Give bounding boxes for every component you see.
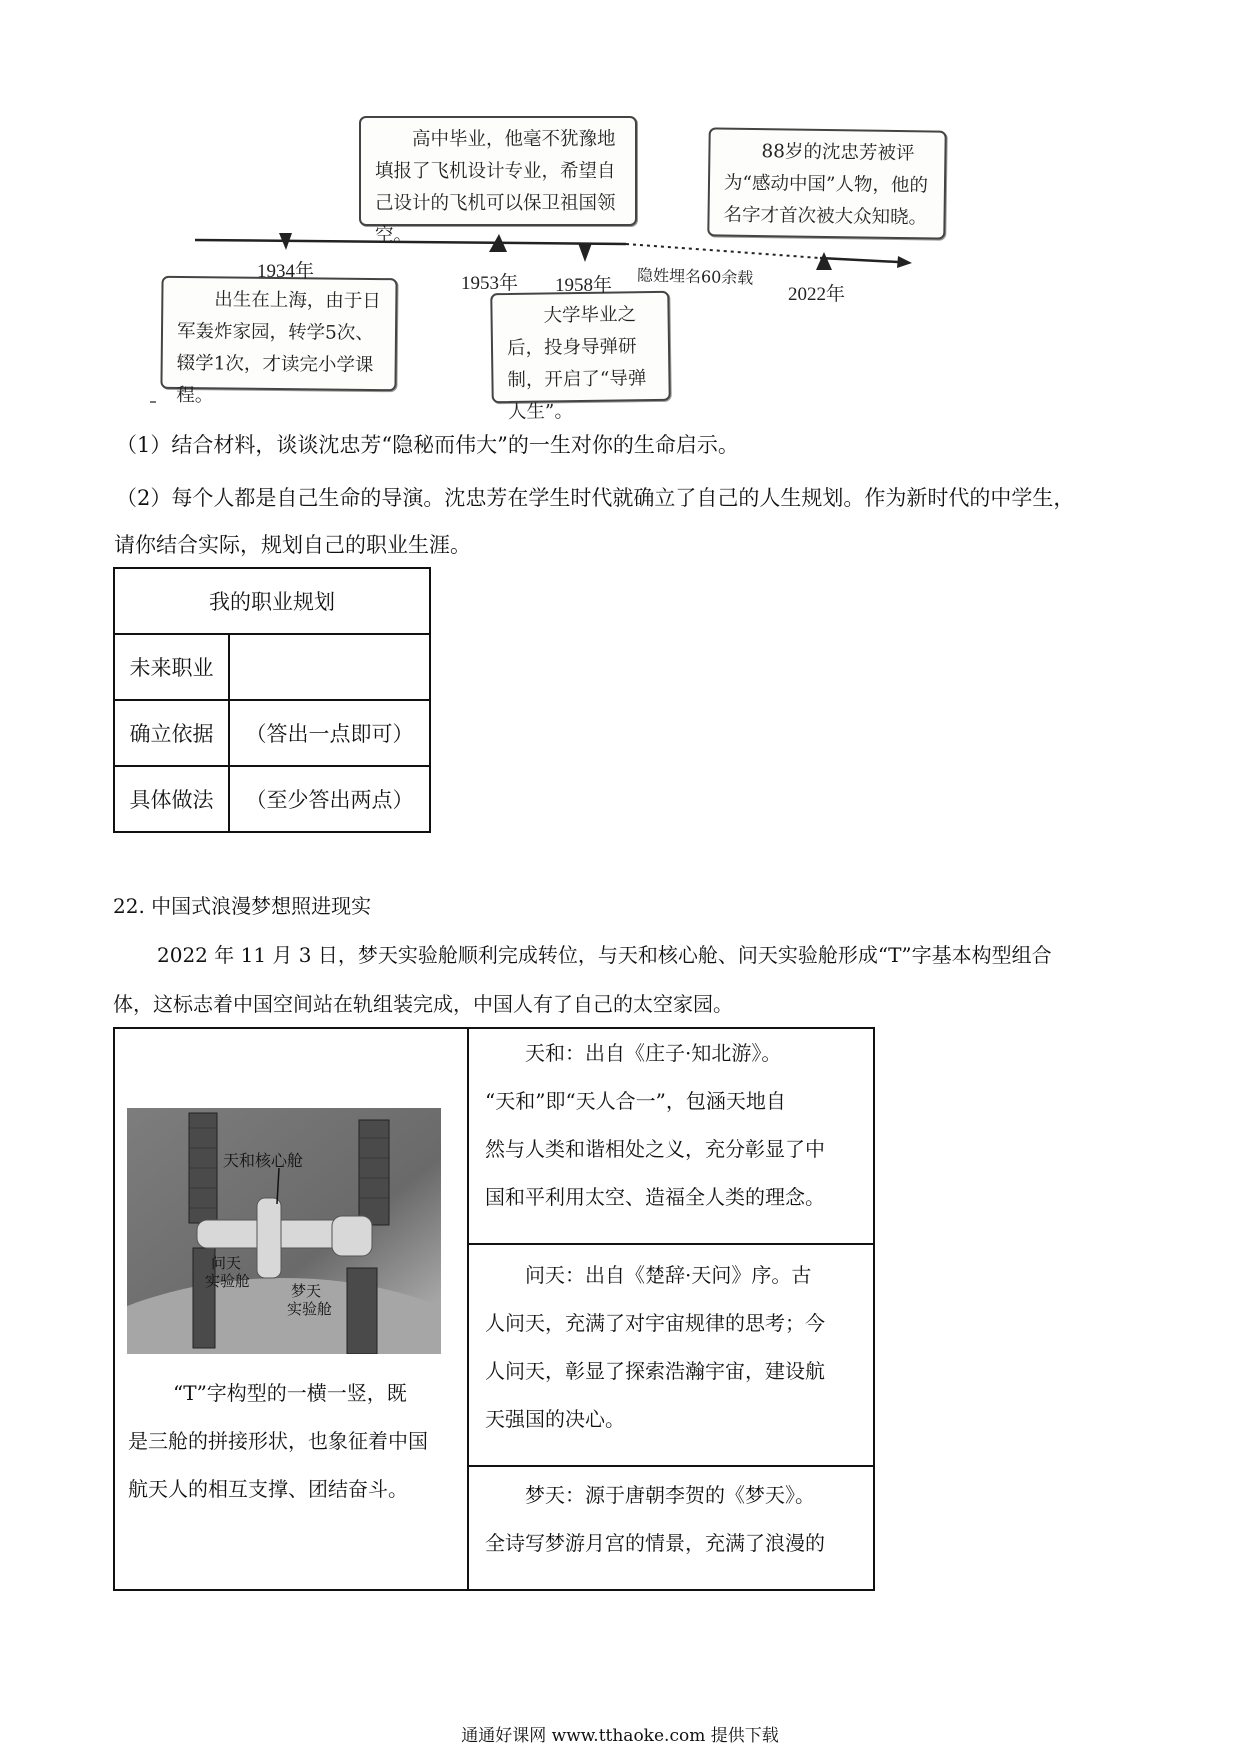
question-22-paragraph-line-2: 体，这标志着中国空间站在轨组装完成，中国人有了自己的太空家园。: [113, 992, 733, 1016]
future-career-value: [229, 634, 430, 700]
wentian-cell: [468, 1244, 874, 1466]
question-22-paragraph-line-1: 2022 年 11 月 3 日，梦天实验舱顺利完成转位，与天和核心舱、问天实验舱形成“T”字基本构型组合: [157, 943, 1052, 967]
photo-label-mengtian-2: 实验舱: [287, 1300, 333, 1318]
caption-line-1: “T”字构型的一横一竖，既: [173, 1381, 407, 1405]
photo-label-mengtian-1: 梦天: [291, 1282, 322, 1300]
basis-hint: （答出一点即可）: [229, 700, 430, 766]
timeline-arrowhead: [897, 256, 912, 268]
caption-line-3: 航天人的相互支撑、团结奋斗。: [128, 1477, 408, 1501]
hidden-identity-label: 隐姓埋名60余载: [636, 265, 754, 288]
method-label: 具体做法: [114, 766, 229, 832]
year-1934: 1934年: [257, 261, 315, 282]
timeline-dashed-segment: [626, 244, 820, 258]
timeline-box-2022-text: 88岁的沈忠芳被评为“感动中国”人物，他的名字才首次被大众知晓。: [723, 141, 929, 229]
footer-source: 通通好课网 www.tthaoke.com 提供下载: [461, 1726, 779, 1746]
tianhe-line-2: “天和”即“天人合一”，包涵天地自: [485, 1089, 786, 1113]
year-1953: 1953年: [461, 273, 519, 294]
caption-line-2: 是三舱的拼接形状，也象征着中国: [128, 1429, 428, 1453]
timeline-box-2022: [707, 127, 946, 239]
question-22-title: 22. 中国式浪漫梦想照进现实: [113, 894, 372, 918]
space-station-table: [113, 1027, 875, 1591]
space-station-illustration: [127, 1108, 441, 1354]
year-1958: 1958年: [555, 275, 613, 296]
method-hint: （至少答出两点）: [229, 766, 430, 832]
year-2022: 2022年: [788, 284, 846, 305]
wentian-line-2: 人问天，充满了对宇宙规律的思考；今: [485, 1311, 825, 1335]
mengtian-line-2: 全诗写梦游月宫的情景，充满了浪漫的: [485, 1531, 825, 1555]
basis-label: 确立依据: [114, 700, 229, 766]
photo-label-wentian-1: 问天: [211, 1254, 242, 1272]
space-station-photo: [127, 1108, 441, 1354]
question-1: （1）结合材料，谈谈沈忠芳“隐秘而伟大”的一生对你的生命启示。: [116, 433, 739, 457]
timeline-arrow-shaft: [820, 258, 898, 262]
timeline-box-1958-text: 大学毕业之后，投身导弹研制，开启了“导弹人生”。: [506, 304, 647, 424]
future-career-label: 未来职业: [114, 634, 229, 700]
timeline-box-1953-text: 高中毕业，他毫不犹豫地填报了飞机设计专业，希望自己设计的飞机可以保卫祖国领空。: [375, 129, 616, 246]
mengtian-line-1: 梦天：源于唐朝李贺的《梦天》。: [525, 1483, 815, 1507]
wentian-line-1: 问天：出自《楚辞·天问》序。古: [525, 1263, 812, 1287]
timeline-box-1953: [359, 116, 637, 246]
timeline-box-1934-text: 出生在上海，由于日军轰炸家园，转学5次、辍学1次，才读完小学课程。: [176, 289, 381, 407]
career-plan-table: [113, 567, 431, 833]
tianhe-line-4: 国和平利用太空、造福全人类的理念。: [485, 1185, 825, 1209]
tianhe-line-1: 天和：出自《庄子·知北游》。: [525, 1041, 782, 1065]
question-2-line-2: 请你结合实际，规划自己的职业生涯。: [114, 533, 471, 557]
wentian-line-3: 人问天，彰显了探索浩瀚宇宙，建设航: [485, 1359, 825, 1383]
wentian-line-4: 天强国的决心。: [485, 1407, 625, 1431]
photo-label-wentian-2: 实验舱: [205, 1272, 251, 1290]
left-cell: [114, 1028, 468, 1590]
marker-2022: [816, 252, 832, 270]
career-plan-header: 我的职业规划: [114, 568, 430, 634]
timeline-box-1934: [160, 276, 397, 407]
mengtian-cell: [468, 1466, 874, 1590]
t-shape-caption: [128, 1369, 463, 1513]
photo-label-tianhe: 天和核心舱: [223, 1151, 304, 1170]
timeline-box-1958: [490, 291, 671, 424]
question-2-line-1: （2）每个人都是自己生命的导演。沈忠芳在学生时代就确立了自己的人生规划。作为新时代的中学生，: [116, 486, 1075, 510]
tianhe-line-3: 然与人类和谐相处之义，充分彰显了中: [485, 1137, 825, 1161]
tianhe-cell: [468, 1028, 874, 1244]
